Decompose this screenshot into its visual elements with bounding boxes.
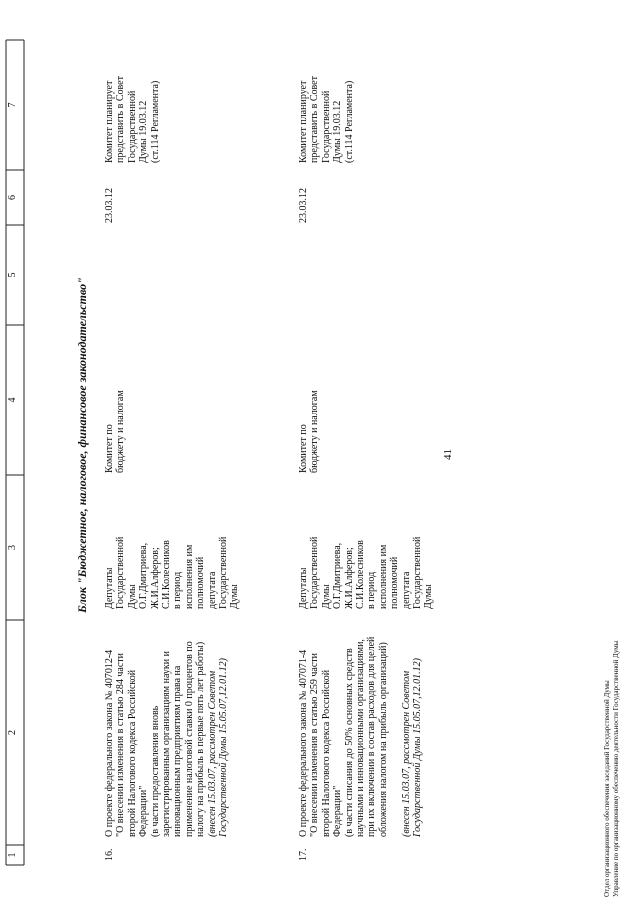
bill-note: (внесен 15.03.07, рассмотрен Советом Государственной Думы 15.05.07,12.01.12) bbox=[207, 658, 230, 837]
row-number: 16. bbox=[104, 848, 115, 861]
header-col-5: 5 bbox=[7, 272, 18, 278]
header-col-7: 7 bbox=[7, 102, 18, 108]
footer-line-1: Отдел организационного обеспечения заседаний Государственной Думы bbox=[603, 680, 611, 897]
note: Комитет планирует представить в Совет Государственной Думы 19.03.12 (ст.114 Регламента) bbox=[104, 76, 161, 163]
header-col-3: 3 bbox=[7, 545, 18, 550]
header-col-6: 6 bbox=[7, 195, 18, 200]
page-number: 41 bbox=[442, 449, 454, 460]
bill-text: О проекте федерального закона № 407012-4 "О внесении изменения в статью 284 части второй Налогового кодекса Российской Федерации" (в части предоставления вновь зарегистрированным организациям науки и инновационным предприятиям права на применение налоговой ставки 0 процентов по налогу на прибыль в первые пять лет работы) bbox=[104, 641, 207, 837]
block-title: Блок "Бюджетное, налоговое, финансовое законодательство" bbox=[75, 277, 89, 613]
bill-note: (внесен 15.03.07, рассмотрен Советом Государственной Думы 15.05.07,12.01.12) bbox=[401, 658, 424, 837]
committee: Комитет по бюджету и налогам bbox=[298, 390, 321, 473]
note: Комитет планирует представить в Совет Государственной Думы 19.03.12 (ст.114 Регламента) bbox=[298, 76, 355, 163]
header-col-1: 1 bbox=[7, 852, 18, 858]
row-number: 17. bbox=[298, 848, 309, 861]
footer-line-2: Управление по организационному обеспечению деятельности Государственной Думы bbox=[612, 640, 620, 897]
authors: Депутаты Государственной Думы О.Г.Дмитриева, Ж.И.Алферов; С.И.Колесников в период исполнения им полномочий депутата Государственной Думы bbox=[298, 536, 435, 609]
committee: Комитет по бюджету и налогам bbox=[104, 390, 127, 473]
header-col-4: 4 bbox=[7, 397, 18, 403]
header-col-2: 2 bbox=[7, 730, 18, 735]
authors: Депутаты Государственной Думы О.Г.Дмитриева, Ж.И.Алферов; С.И.Колесников в период исполнения им полномочий депутата Государственной Думы bbox=[104, 536, 241, 609]
bill-text: О проекте федерального закона № 407071-4 "О внесении изменения в статью 259 части второй Налогового кодекса Российской Федерации" (в части списания до 50% основных средств научными и инновационными организациями, при их включении в состав расходов для целей обложения налогом на прибыль организаций) bbox=[298, 636, 389, 837]
date: 23.03.12 bbox=[298, 188, 309, 223]
date: 23.03.12 bbox=[104, 188, 115, 223]
